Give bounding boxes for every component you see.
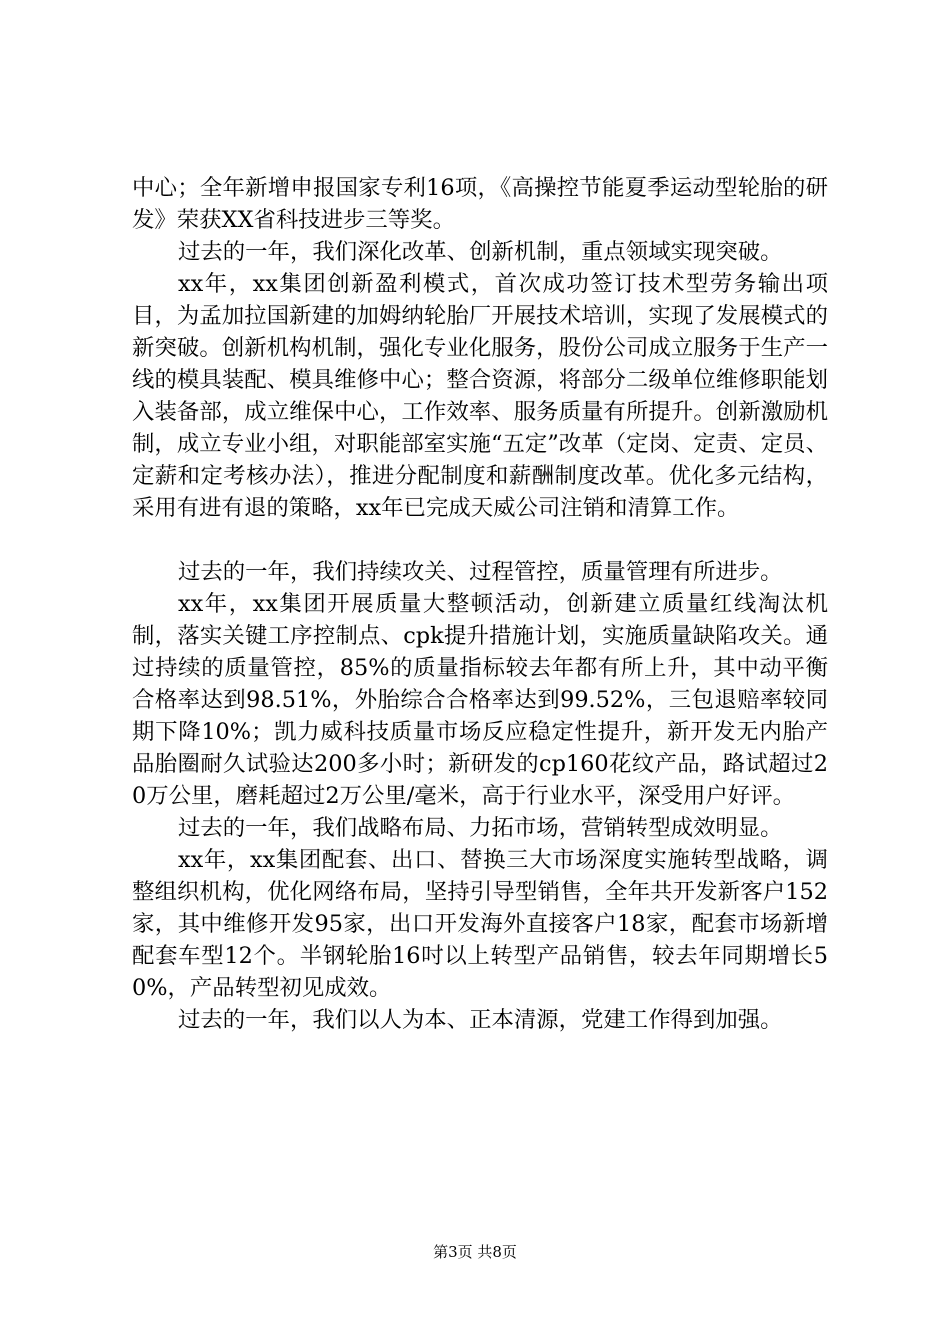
paragraph-heading-party-building: 过去的一年，我们以人为本、正本清源，党建工作得到加强。 <box>178 1007 783 1033</box>
paragraph-marketing-details: xx年，xx集团配套、出口、替换三大市场深度实施转型战略，调整组织机构，优化网络布局，坚持引导型销售，全年共开发新客户152家，其中维修开发95家，出口开发海外直接客户18家，配套市场新增配套车型12个。半钢轮胎16吋以上转型产品销售，较去年同期增长50%，产品转型初见成效。 <box>132 847 828 1001</box>
paragraph-heading-reform: 过去的一年，我们深化改革、创新机制，重点领域实现突破。 <box>178 239 783 265</box>
page-number-footer: 第3页 共8页 <box>433 1243 517 1261</box>
paragraph-reform-details: xx年，xx集团创新盈利模式，首次成功签订技术型劳务输出项目，为孟加拉国新建的加姆纳轮胎厂开展技术培训，实现了发展模式的新突破。创新机构机制，强化专业化服务，股份公司成立服务于生产一线的模具装配、模具维修中心；整合资源，将部分二级单位维修职能划入装备部，成立维保中心，工作效率、服务质量有所提升。创新激励机制，成立专业小组，对职能部室实施“五定”改革（定岗、定责、定员、定薪和定考核办法），推进分配制度和薪酬制度改革。优化多元结构，采用有进有退的策略，xx年已完成天威公司注销和清算工作。 <box>132 271 828 521</box>
document-body <box>132 172 828 1036</box>
paragraph-quality-details: xx年，xx集团开展质量大整顿活动，创新建立质量红线淘汰机制，落实关键工序控制点、cpk提升措施计划，实施质量缺陷攻关。通过持续的质量管控，85%的质量指标较去年都有所上升，其中动平衡合格率达到98.51%，外胎综合合格率达到99.52%，三包退赔率较同期下降10%；凯力威科技质量市场反应稳定性提升，新开发无内胎产品胎圈耐久试验达200多小时；新研发的cp160花纹产品，路试超过20万公里，磨耗超过2万公里/毫米，高于行业水平，深受用户好评。 <box>132 591 828 809</box>
paragraph-heading-quality: 过去的一年，我们持续攻关、过程管控，质量管理有所进步。 <box>178 559 783 585</box>
paragraph-patents: 中心；全年新增申报国家专利16项，《高操控节能夏季运动型轮胎的研发》荣获XX省科技进步三等奖。 <box>132 175 828 233</box>
paragraph-heading-marketing: 过去的一年，我们战略布局、力拓市场，营销转型成效明显。 <box>178 815 783 841</box>
